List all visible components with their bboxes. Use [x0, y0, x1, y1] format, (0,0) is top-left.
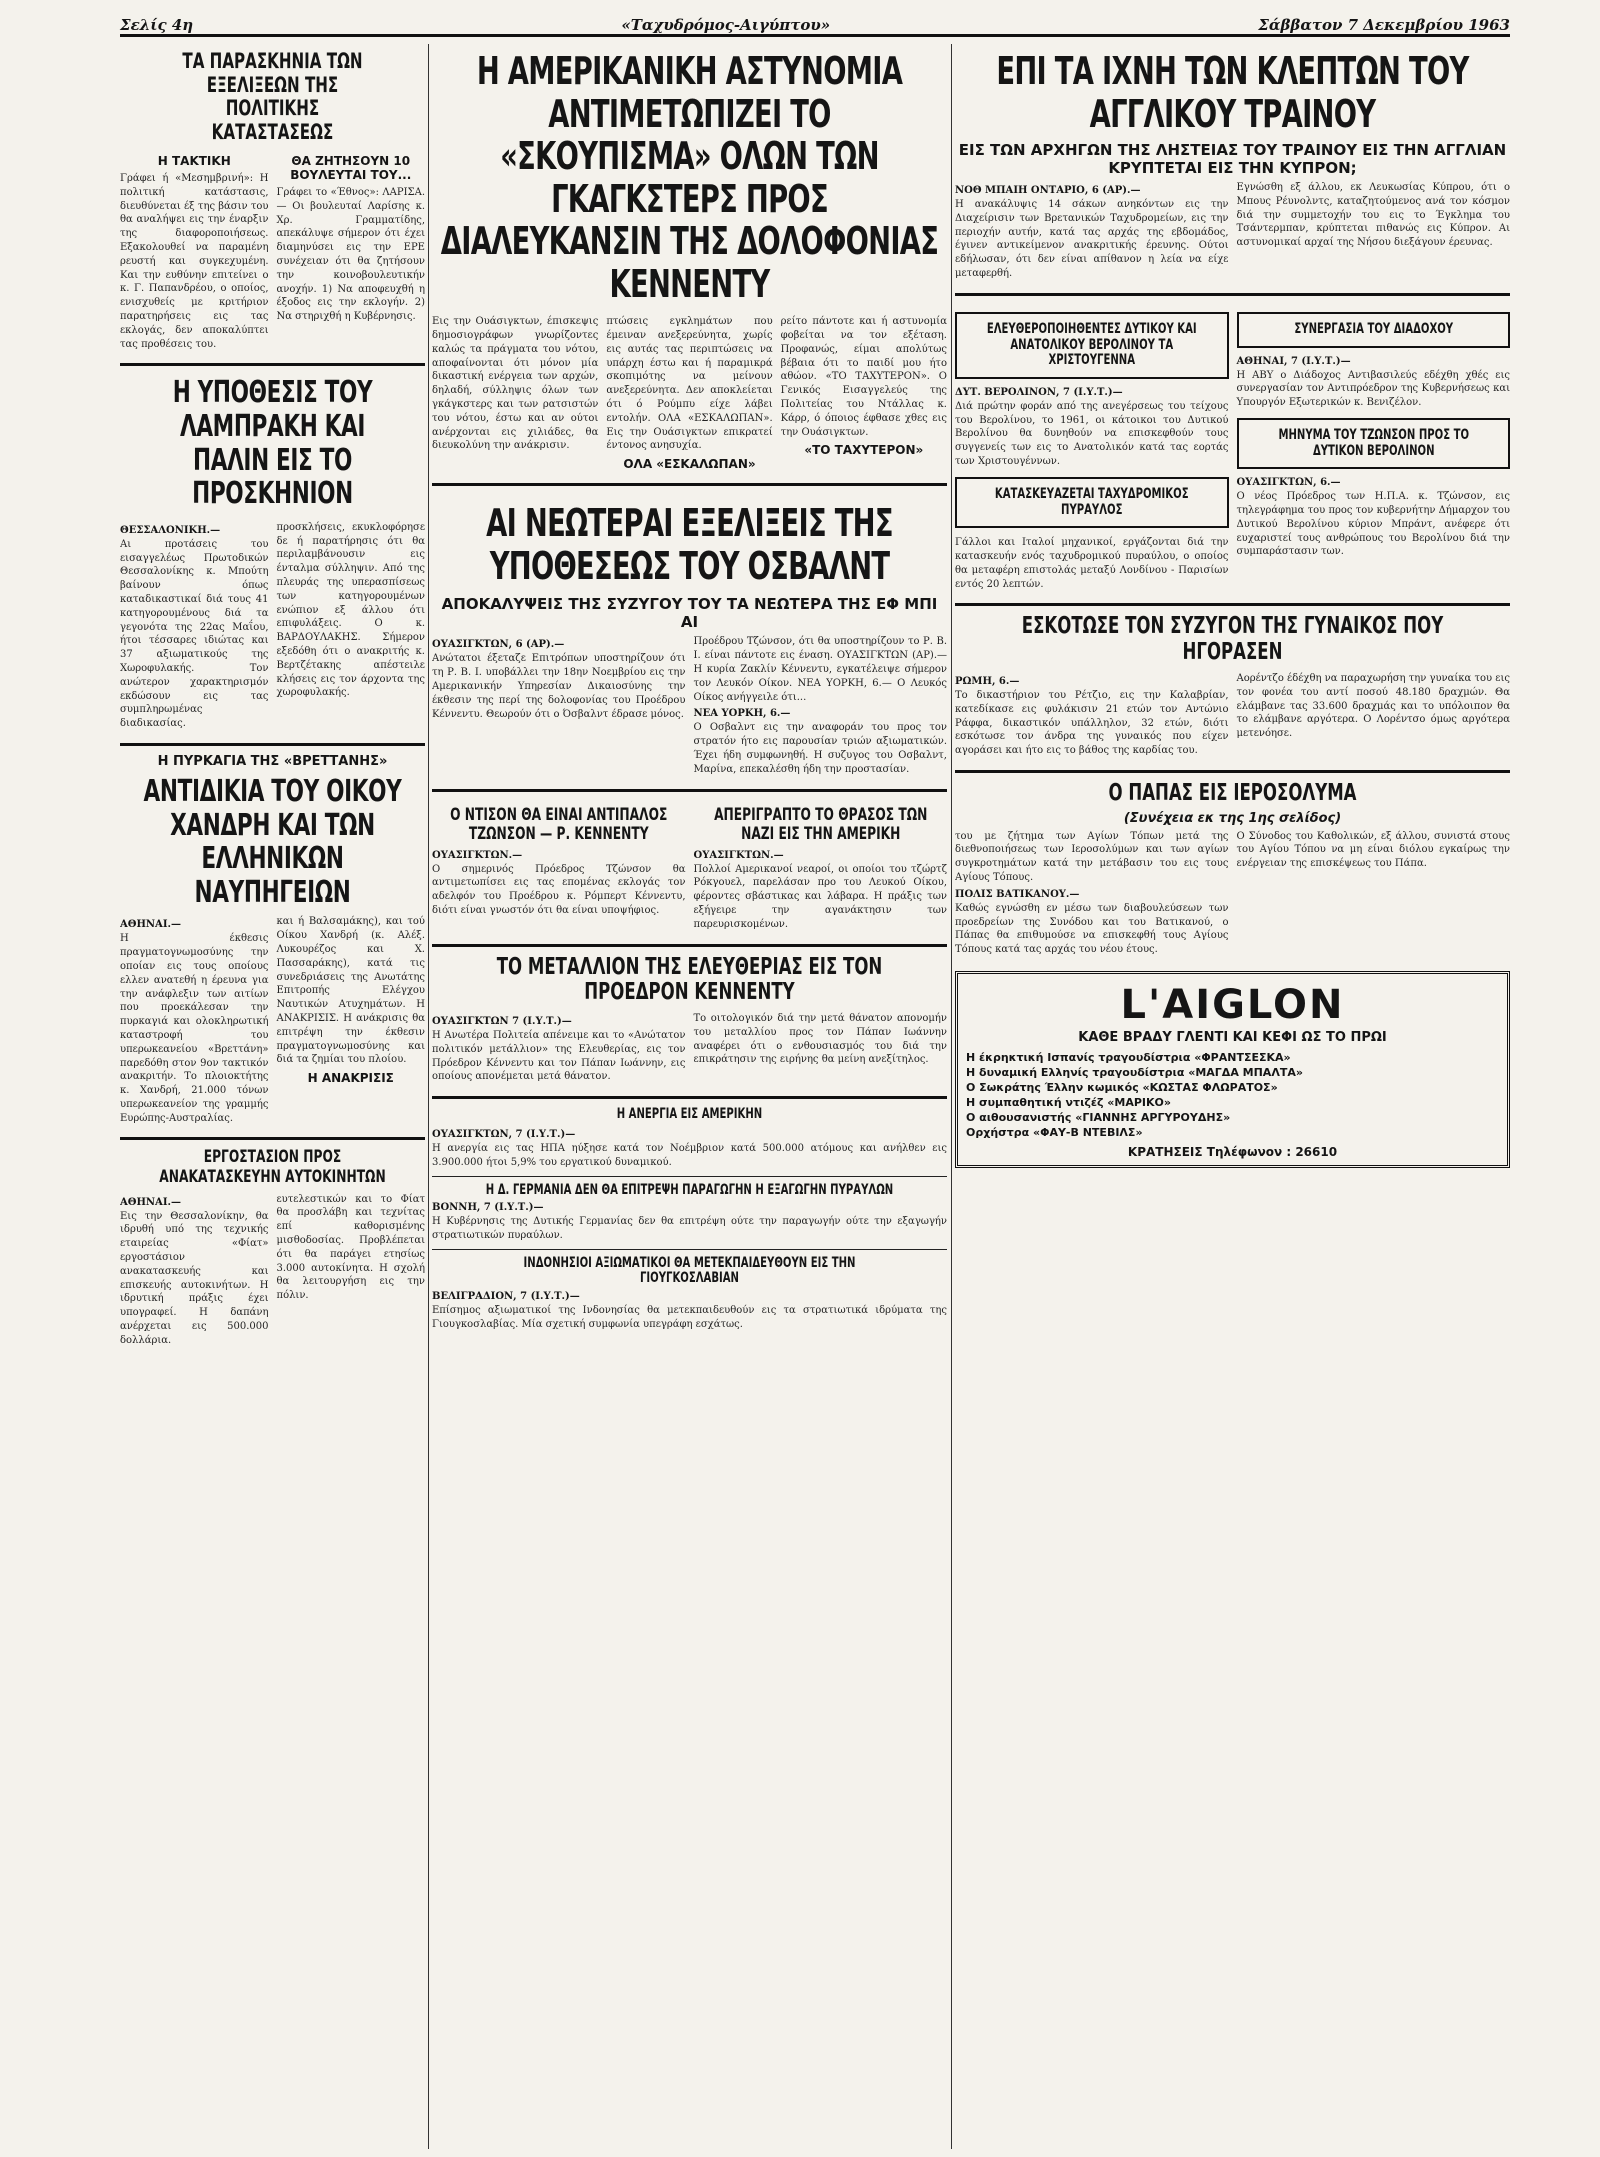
body-text: Γράφει το «Έθνος»: ΛΑΡΙΣΑ. — Οι βουλευταί Λαρίσης κ. Χρ. Γραμματίδης, απεκάλυψε σήμερον ότι έχει διαμηνύσει εις την ΕΡΕ συνέχειαν ότι θα ζητήσουν την κοινοβουλευτικήν ανοχήν. 1) Να αποφευχθή η έξοδος εις την εκλογήν. 2) Να στηριχθή η Κυβέρνησις.	[276, 187, 425, 323]
right-column	[955, 44, 1510, 2149]
dateline: ΘΕΣΣΑΛΟΝΙΚΗ.—	[120, 524, 221, 536]
dateline: ΟΥΑΣΙΓΚΤΩΝ, 7 (Ι.Υ.Τ.)—	[432, 1128, 576, 1140]
body-text: Ο Οσβαλντ εις την αναφοράν του προς τον στρατόν ήτο εις παρουσίαν τριών αξιωματικών. Έχει ήδη συμφωνηθή. Η συζυγος του Οσβαλντ, Μαρίνα, επεκαλέσθη ήδη την προστασίαν.	[693, 722, 947, 775]
dateline: ΑΘΗΝΑΙ, 7 (Ι.Υ.Τ.)—	[1236, 355, 1351, 367]
body-text: Ο Σύνοδος του Καθολικών, εξ άλλου, συνιστά στους του Αγίου Τόπου να μη είναι διόλου εγκαίρως την ενέργειαν της επισκέψεως του Πάπα.	[1236, 830, 1510, 870]
subheadline: ΕΙΣ ΤΩΝ ΑΡΧΗΓΩΝ ΤΗΣ ΛΗΣΤΕΙΑΣ ΤΟΥ ΤΡΑΙΝΟΥ ΕΙΣ ΤΗΝ ΑΓΓΛΙΑΝ ΚΡΥΠΤΕΤΑΙ ΕΙΣ ΤΗΝ ΚΥΠΡΟΝ;	[958, 141, 1507, 178]
headline: ΣΥΝΕΡΓΑΣΙΑ ΤΟΥ ΔΙΑΔΟΧΟΥ	[1293, 320, 1453, 337]
article-berlin-christmas	[955, 312, 1229, 379]
divider	[432, 789, 947, 792]
dateline: ΟΥΑΣΙΓΚΤΩΝ 7 (Ι.Υ.Τ.)—	[432, 1016, 572, 1028]
dateline: ΡΩΜΗ, 6.—	[955, 675, 1020, 687]
article-car-factory	[120, 1148, 425, 1351]
kicker: Η ΠΥΡΚΑΓΙΑ ΤΗΣ «ΒΡΕΤΤΑΝΗΣ»	[157, 753, 388, 769]
dateline: ΟΥΑΣΙΓΚΤΩΝ, 6.—	[1236, 477, 1341, 489]
newspaper-name: «Ταχυδρόμος-Αιγύπτου»	[621, 16, 831, 34]
body-text: Η έκθεσις πραγματογνωμοσύνης την οποίαν εις τους οποίους ελλεν ανατεθή η έρευνα για την ανάφλεξιν των αιτίων που προεκάλεσαν την πυρκαγιά και ολοκληρωτική καταστροφή του υπερωκεανείου «Βρεττάνη» παρεδόθη στον 9ον τακτικόν ανακριτήν. Το πλοιοκτήτης κ. Χανδρή, 21.000 τόνων υπερωκεανείον της γραμμής Ευρώπης-Αυστραλίας.	[120, 933, 269, 1124]
issue-date: Σάββατον 7 Δεκεμβρίου 1963	[1258, 16, 1510, 34]
article-freedom-medal	[432, 955, 947, 1089]
ad-title: L'AIGLON	[1120, 982, 1345, 1029]
article-postal-rocket	[955, 477, 1229, 528]
headline: Η Δ. ΓΕΡΜΑΝΙΑ ΔΕΝ ΘΑ ΕΠΙΤΡΕΨΗ ΠΑΡΑΓΩΓΗΝ Η ΕΞΑΓΩΓΗΝ ΠΥΡΑΥΛΩΝ	[485, 1181, 894, 1198]
body-text: Το οιτολογικόν διά την μετά θάνατον απονομήν του μεταλλίου προς τον Πάπαν Ιωάννην αναφέρει ότι ο ενθουσιασμός του διά την επικράτησιν της ειρήνης θα μείνη ανεξίτηλος.	[693, 1013, 947, 1066]
column-rule	[951, 44, 952, 2149]
article-lambrakis	[120, 376, 425, 735]
dateline: ΠΟΛΙΣ ΒΑΤΙΚΑΝΟΥ.—	[955, 888, 1080, 900]
ad-line: Ο Σωκράτης Έλλην κωμικός «ΚΩΣΤΑΣ ΦΛΩΡΑΤΟΣ»	[966, 1081, 1278, 1095]
article-pope-jerusalem	[955, 781, 1510, 961]
article-nazi-boldness	[694, 800, 948, 936]
divider	[120, 1137, 425, 1140]
body-text: ρείτο πάντοτε και ή αστυνομία φοβείται να τον εξέταση. Προφανώς, είμαι απολύτως βέβαια ότι το παιδί μου ήτο αθώον. «ΤΟ ΤΑΧΥΤΕΡΟΝ». Ο Γενικός Εισαγγελεύς της Πολιτείας του Ντάλλας κ. Κάρρ, ό όποιος έφθασε χθες εις την Ουάσιγκτων.	[780, 316, 947, 438]
headline: ΑΠΕΡΙΓΡΑΠΤΟ ΤΟ ΘΡΑΣΟΣ ΤΩΝ ΝΑΖΙ ΕΙΣ ΤΗΝ ΑΜΕΡΙΚΗ	[713, 804, 927, 844]
divider	[120, 363, 425, 366]
subheadline: ΘΑ ΖΗΤΗΣΟΥΝ 10 ΒΟΥΛΕΥΤΑΙ ΤΟΥ...	[290, 154, 412, 183]
divider	[432, 1176, 947, 1177]
divider	[432, 483, 947, 486]
article-johnson-message	[1237, 418, 1511, 469]
headline: Η ΑΜΕΡΙΚΑΝΙΚΗ ΑΣΤΥΝΟΜΙΑ ΑΝΤΙΜΕΤΩΠΙΖΕΙ ΤΟ «ΣΚΟΥΠΙΣΜΑ» ΟΛΩΝ ΤΩΝ ΓΚΑΓΚΣΤΕΡΣ ΠΡΟΣ ΔΙΑΛΕΥΚΑΝΣΙΝ ΤΗΣ ΔΟΛΟΦΟΝΙΑΣ ΚΕΝΝΕΝΤΥ	[440, 49, 939, 306]
divider	[432, 944, 947, 947]
body-text: Διά πρώτην φοράν από της ανεγέρσεως του τείχους του Βερολίνου, το 1961, οι κάτοικοι του Δυτικού Βερολίνου θα δυνηθούν να επισκεφθούν τους συγγενείς των εις το Ανατολικόν κατά τας εορτάς των Χριστουγέννων.	[955, 400, 1229, 468]
body-text: Καθώς εγνώσθη εν μέσω των διαβουλεύσεων των προεδρείων της Συνόδου και του Βατικανού, ο Πάπας θα επιθυμούσε να επισκεφθή τους Αγίους Τόπους κατά τας αρχάς του νέου έτους.	[955, 902, 1229, 956]
dateline: ΑΘΗΝΑΙ.—	[120, 919, 181, 931]
headline: ΕΣΚΟΤΩΣΕ ΤΟΝ ΣΥΖΥΓΟΝ ΤΗΣ ΓΥΝΑΙΚΟΣ ΠΟΥ ΗΓΟΡΑΣΕΝ	[1021, 613, 1444, 666]
article-train-robbers	[955, 50, 1510, 285]
body-text: Πολλοί Αμερικανοί νεαροί, οι οποίοι του τζώρτζ Ρόκγουελ, παρελάσαν προ του Λευκού Οίκου, φέροντες σβάστικας και λάβαρα. Η πράξις των εξήγειρε την αγανάκτησιν των παρευρισκομένων.	[693, 863, 947, 930]
subheadline: ΟΛΑ «ΕΣΚΑΛΩΠΑΝ»	[623, 457, 756, 472]
continuation-note: (Συνέχεια εκ της 1ης σελίδος)	[1123, 810, 1342, 826]
column-rule	[428, 44, 429, 2149]
headline: ΑΝΤΙΔΙΚΙΑ ΤΟΥ ΟΙΚΟΥ ΧΑΝΔΡΗ ΚΑΙ ΤΩΝ ΕΛΛΗΝΙΚΩΝ ΝΑΥΠΗΓΕΙΩΝ	[143, 773, 402, 910]
headline: Ο ΝΤΙΣΟΝ ΘΑ ΕΙΝΑΙ ΑΝΤΙΠΑΛΟΣ ΤΖΩΝΣΟΝ — Ρ. ΚΕΝΝΕΝΤΥ	[450, 804, 668, 844]
article-american-police	[432, 50, 947, 475]
divider	[955, 603, 1510, 606]
dateline: ΝΟΘ ΜΠΑΙΗ ΟΝΤΑΡΙΟ, 6 (ΑΡ).—	[955, 185, 1141, 197]
headline: ΑΙ ΝΕΩΤΕΡΑΙ ΕΞΕΛΙΞΕΙΣ ΤΗΣ ΥΠΟΘΕΣΕΩΣ ΤΟΥ ΟΣΒΑΛΝΤ	[486, 501, 893, 588]
headline: Η ΥΠΟΘΕΣΙΣ ΤΟΥ ΛΑΜΠΡΑΚΗ ΚΑΙ ΠΑΛΙΝ ΕΙΣ ΤΟ ΠΡΟΣΚΗΝΙΟΝ	[172, 375, 373, 512]
ad-line: Η συμπαθητική ντιζέζ «ΜΑΡΙΚΟ»	[966, 1096, 1172, 1110]
ad-line: Ο αιθουσανιστής «ΓΙΑΝΝΗΣ ΑΡΓΥΡΟΥΔΗΣ»	[966, 1111, 1231, 1125]
headline: Η ΑΝΕΡΓΙΑ ΕΙΣ ΑΜΕΡΙΚΗΝ	[616, 1106, 763, 1123]
divider	[955, 770, 1510, 773]
body-text: Το δικαστήριον του Ρέτζιο, εις την Καλαβρίαν, κατεδίκασε εις φυλάκισιν 21 ετών τον Αντώνιο Ράφφα, δικαστικόν υπάλληλον, 32 ετών, διότι εσκότωσε τον άνδρα της γυναικός που είχεν αγοράσει και ήτο εις το βάθος της καρδίας του.	[955, 689, 1229, 757]
body-text: προσκλήσεις, εκυκλοφόρησε δε ή παρατήρησις ότι θα περιλαμβάνουσιν εις ένταλμα σύλληψιν. Από της πλευράς της υπερασπίσεως των κατηγορουμένων ενώπιον εξ άλλου ότι επιφυλάξεις. Ο κ. ΒΑΡΔΟΥΛΑΚΗΣ. Σήμερον εξεδόθη ότι ο ανακριτής κ. Βερτζέτακης απέστειλε κλήσεις εις τον άρχοντα της χωροφυλακής.	[276, 521, 425, 699]
lower-center-articles	[432, 800, 947, 936]
center-column	[432, 44, 947, 2149]
body-text: Προέδρου Τζώνσον, ότι θα υποστηρίζουν το Ρ. Β. Ι. είναι πάντοτε εις έναση. ΟΥΑΣΙΓΚΤΩΝ (ΑΡ).— Η κυρία Ζακλίν Κέννεντυ, εγκατέλειψε σήμερον τον Λευκόν Οίκον. ΝΕΑ ΥΟΡΚΗ, 6.— Ο Λευκός Οίκος ανήγγειλε ότι...	[693, 636, 947, 703]
divider	[120, 743, 425, 746]
article-unemployment	[432, 1107, 947, 1169]
article-political-backstage	[120, 50, 425, 355]
dateline: ΝΕΑ ΥΟΡΚΗ, 6.—	[693, 708, 791, 720]
article-indonesian-officers	[432, 1256, 947, 1332]
masthead	[120, 8, 1510, 37]
advertisement-laiglon	[955, 971, 1510, 1168]
dateline: ΟΥΑΣΙΓΚΤΩΝ.—	[432, 849, 523, 861]
body-text: Η ανακάλυψις 14 σάκων ανηκόντων εις την Διαχείρισιν των Βρετανικών Ταχυδρομείων, εις την περιοχήν αυτήν, κατά τας αρχάς της εβδομάδος, έγινεν αντικείμενον ανακριτικής έρευνης. Ούτοι εδήλωσαν, ότι δεν είναι απίθανον η λεία να είχε μεταφερθή.	[955, 199, 1229, 280]
body-text: Ανώτατοι έξεταζε Επιτρόπων υποστηρίζουν ότι τη Ρ. Β. Ι. υποβάλλει την 18ην Νοεμβρίου εις την Αμερικανικήν Υπηρεσίαν Δικαιοσύνης την έκθεσιν της περί της δολοφονίας του Προέδρου Κέννεντυ. Θεωρούν ότι ο Όσβαλντ έδρασε μόνος.	[432, 653, 686, 720]
subheadline: Η ΑΝΑΚΡΙΣΙΣ	[307, 1071, 394, 1086]
body-text: Εις την Θεσσαλονίκην, θα ιδρυθή υπό της τεχνικής εταιρείας «Φίατ» εργοστάσιον ανακατασκευής και επισκευής αυτοκινήτων. Η ιδρυτική πράξις έχει υπογραφεί. Η δαπάνη ανέρχεται εις 500.000 δολλάρια.	[120, 1210, 269, 1346]
body-text: ευτελεστικών και το Φίατ θα προσλάβη και τεχνίτας επί καθορισμένης μισθοδοσίας. Προβλέπεται ότι θα παράγει ετησίως 3.000 αυτοκίνητα. Η σχολή θα λειτουργήση εις την πόλιν.	[276, 1193, 425, 1302]
body-text: Αι προτάσεις του εισαγγελέως Πρωτοδικών Θεσσαλονίκης κ. Μπούτη βαίνουν όπως καταδικαστικαί διά τους 41 κατηγορουμένους διά τα γεγονότα της 22ας Μαΐου, ήτοι τέσσαρες ιδιώτας και 37 αξιωματικούς της Χωροφυλακής. Τον ανώτερον χαρακτηρισμόν εκδώσουν εις τας συμπληρωμένας διαδικασίας.	[120, 538, 269, 730]
divider	[432, 1096, 947, 1099]
ad-line: Ορχήστρα «ΦΑΥ-Β ΝΤΕΒΙΛΣ»	[966, 1126, 1143, 1140]
body-text: και ή Βαλσαμάκης), και τού Οίκου Χανδρή (κ. Αλέξ. Λυκουρέζος και Χ. Πασσαράκης), κατά τις συνεδριάσεις της Ανωτάτης Επιτροπής Ελέγχου Ναυτικών Ατυχημάτων. Η ΑΝΑΚΡΙΣΙΣ. Η ανάκρισις θα επιτρέψη την έκθεσιν πραγματογνωμοσύνης και διά τα ζημίαι του πλοίου.	[276, 916, 425, 1066]
headline: ΚΑΤΑΣΚΕΥΑΖΕΤΑΙ ΤΑΧΥΔΡΟΜΙΚΟΣ ΠΥΡΑΥΛΟΣ	[994, 485, 1189, 518]
headline: ΕΠΙ ΤΑ ΙΧΝΗ ΤΩΝ ΚΛΕΠΤΩΝ ΤΟΥ ΑΓΓΛΙΚΟΥ ΤΡΑΙΝΟΥ	[996, 49, 1469, 136]
subheadline: «ΤΟ ΤΑΧΥΤΕΡΟΝ»	[804, 443, 924, 458]
body-text: Εις την Ουάσιγκτων, έπισκεψις δημοσιογράφων γνωρίζοντες καλώς τα πράγματα του νότου, αποφαίνονται ότι μόνον μία δικαστική ενέργεια των αρχών, δηλαδή, σύλληψις όλων των γκάγκστερς και των ρατσιστών του νότου, έστω και αν ούτοι ανέρχονται εις χιλιάδες, θα διευκολύνη την ανάκρισιν.	[432, 316, 599, 452]
body-text: Γάλλοι και Ιταλοί μηχανικοί, εργάζονται διά την κατασκευήν ενός ταχυδρομικού πυραύλου, ο οποίος θα μεταφέρη επιστολάς μεταξύ Λονδίνου - Παρισίων εντός 20 λεπτών.	[955, 537, 1229, 590]
headline: ΤΟ ΜΕΤΑΛΛΙΟΝ ΤΗΣ ΕΛΕΥΘΕΡΙΑΣ ΕΙΣ ΤΟΝ ΠΡΟΕΔΡΟΝ ΚΕΝΝΕΝΤΥ	[496, 953, 883, 1006]
body-text: Γράφει ή «Μεσημβρινή»: Η πολιτική κατάστασις, διευθύνεται έξ της βάσιν του θα αναλήψει εις την έναρξιν της διαφοροποιήσεως. Εξακολουθεί να παραμένη ρευστή και συγκεχυμένη. Και την ευθύνην επιτείνει ο κ. Γ. Παπανδρέου, ο οποίος, ενισχυθείς με κριτήριον παρατηρήσεις εις τας εκλογάς, δεν αποκαλύπτει τας προθέσεις του.	[120, 173, 269, 350]
dateline: ΔΥΤ. ΒΕΡΟΛΙΝΟΝ, 7 (Ι.Υ.Τ.)—	[955, 386, 1123, 398]
headline: ΙΝΔΟΝΗΣΙΟΙ ΑΞΙΩΜΑΤΙΚΟΙ ΘΑ ΜΕΤΕΚΠΑΙΔΕΥΘΟΥΝ ΕΙΣ ΤΗΝ ΓΙΟΥΓΚΟΣΛΑΒΙΑΝ	[523, 1254, 856, 1287]
body-text: Ο νέος Πρόεδρος των Η.Π.Α. κ. Τζώνσον, εις τηλεγράφημα του προς τον κυβερνήτην Δήμαρχον του Δυτικού Βερολίνου κύριον Μπράντ, ανέφερε ότι ευχαριστεί τους ανθρώπους του Βερολίνου διά την συμπαράστασιν των.	[1236, 491, 1510, 558]
subheadline: ΑΠΟΚΑΛΥΨΕΙΣ ΤΗΣ ΣΥΖΥΓΟΥ ΤΟΥ ΤΑ ΝΕΩΤΕΡΑ ΤΗΣ ΕΦ ΜΠΙ ΑΙ	[441, 595, 938, 632]
article-killed-husband	[955, 614, 1510, 761]
body-text: Ο σημερινός Πρόεδρος Τζώνσον θα αντιμετωπίσει εις τας επομένας εκλογάς τον αδελφόν του Προέδρου κ. Ρόμπερτ Κέννεντυ, διότι είναι γνωστόν ότι θα είναι υποψήφιος.	[432, 863, 686, 916]
article-dixon-kennedy	[432, 800, 686, 936]
body-text: Η ανεργία εις τας ΗΠΑ ηύξησε κατά τον Νοέμβριον κατά 500.000 ατόμους και ανήλθεν εις 3.900.000 ήτοι 5,9% του εργατικού δυναμικού.	[432, 1142, 947, 1168]
article-britannis-fire	[120, 754, 425, 1130]
dateline: ΒΕΛΙΓΡΑΔΙΟΝ, 7 (Ι.Υ.Τ.)—	[432, 1291, 580, 1303]
divider	[955, 293, 1510, 296]
ad-line: Η δυναμική Ελληνίς τραγουδίστρια «ΜΑΓΔΑ ΜΠΑΛΤΑ»	[966, 1066, 1303, 1080]
ad-line: Η έκρηκτική Ισπανίς τραγουδίστρια «ΦΡΑΝΤΣΕΣΚΑ»	[966, 1051, 1291, 1065]
headline: Ο ΠΑΠΑΣ ΕΙΣ ΙΕΡΟΣΟΛΥΜΑ	[1108, 779, 1357, 806]
body-text: Η Ανωτέρα Πολιτεία απένειμε και το «Ανώτατον πολιτικόν μετάλλιον» της Ελευθερίας, εις τον Πρόεδρον Κέννεντυ και τον Πάπαν Ιωάννην, εις οποίους απονέμεται μετά θάνατον.	[432, 1030, 686, 1083]
dateline: ΟΥΑΣΙΓΚΤΩΝ.—	[693, 849, 784, 861]
dateline: ΟΥΑΣΙΓΚΤΩΝ, 6 (ΑΡ).—	[432, 639, 565, 651]
headline: ΤΑ ΠΑΡΑΣΚΗΝΙΑ ΤΩΝ ΕΞΕΛΙΞΕΩΝ ΤΗΣ ΠΟΛΙΤΙΚΗΣ ΚΑΤΑΣΤΑΣΕΩΣ	[182, 49, 363, 144]
subheadline: Η ΤΑΚΤΙΚΗ	[157, 154, 231, 169]
headline: ΕΛΕΥΘΕΡΟΠΟΙΗΘΕΝΤΕΣ ΔΥΤΙΚΟΥ ΚΑΙ ΑΝΑΤΟΛΙΚΟΥ ΒΕΡΟΛΙΝΟΥ ΤΑ ΧΡΙΣΤΟΥΓΕΝΝΑ	[986, 320, 1197, 369]
body-text: Εγνώσθη εξ άλλου, εκ Λευκωσίας Κύπρου, ότι ο Μπους Ρέυνολντς, καταζητούμενος ανά τον κόσμον διά την συμμετοχήν του εις το Έγκλημα του Τσάντερμπαν, κρύπτεται πιθανώς εις Κύπρον. Αι αστυνομικαί αρχαί της Νήσου διεξάγουν έρευνας.	[1236, 182, 1510, 249]
page-number: Σελίς 4η	[120, 16, 194, 34]
body-text: Η ΑΒΥ ο Διάδοχος Αντιβασιλεύς εδέχθη χθές εις συνεργασίαν τον Αντιπρόεδρον της Κυβερνήσεως και Υπουργόν Εξωτερικών κ. Βενιζέλον.	[1236, 369, 1510, 409]
body-text: πτώσεις εγκλημάτων που έμειναν ανεξερεύνητα, χωρίς εις αυτάς τας περιπτώσεις να υπάρχη έστω και ή παραμικρά σκοπιμότης να μείνουν ανεξερεύνητα. Δεν αποκλείεται ότι ό Ρούμπυ είχε λάβει εντολήν. ΟΛΑ «ΕΣΚΑΛΩΠΑΝ». Εις την Ουάσιγκτων επικρατεί έντονος ανησυχία.	[606, 316, 773, 452]
dateline: ΑΘΗΝΑΙ.—	[120, 1196, 181, 1208]
lower-right-briefs	[432, 1107, 947, 1331]
headline: ΜΗΝΥΜΑ ΤΟΥ ΤΖΩΝΣΟΝ ΠΡΟΣ ΤΟ ΔΥΤΙΚΟΝ ΒΕΡΟΛΙΝΟΝ	[1277, 426, 1469, 459]
body-text: Επίσημος αξιωματικοί της Ινδονησίας θα μετεκπαιδευθούν εις τα στρατιωτικά ιδρύματα της Γιουγκοσλαβίας. Μία σχετική συμφωνία υπεγράφη εσχάτως.	[432, 1305, 947, 1330]
ad-phone: ΚΡΑΤΗΣΕΙΣ Τηλέφωνον : 26610	[1127, 1145, 1338, 1160]
article-oswald	[432, 494, 947, 780]
article-germany-rockets	[432, 1183, 947, 1243]
left-column	[120, 44, 425, 2149]
body-text: του με ζήτημα των Αγίων Τόπων μετά της διεθνοποιήσεως των Ιεροσολύμων και των αγίων συγκροτημάτων κατά την μετάβασιν του εις τους Αγίους Τόπους.	[955, 830, 1229, 884]
headline: ΕΡΓΟΣΤΑΣΙΟΝ ΠΡΟΣ ΑΝΑΚΑΤΑΣΚΕΥΗΝ ΑΥΤΟΚΙΝΗΤΩΝ	[159, 1147, 386, 1187]
ad-tagline: ΚΑΘΕ ΒΡΑΔΥ ΓΛΕΝΤΙ ΚΑΙ ΚΕΦΙ ΩΣ ΤΟ ΠΡΩΙ	[1078, 1030, 1387, 1046]
body-text: Αορέντζο έδέχθη να παραχωρήση την γυναίκα του εις τον φονέα του αντί ποσού 48.180 δραχμών. Θα ελάμβανε τας 33.600 δραχμάς και το υπόλοιπον θα το ελάμβανε αργότερα. Ο Λορέντσο όμως αργότερα μετενόησε.	[1236, 672, 1510, 740]
right-middle-articles	[955, 304, 1510, 596]
article-crown-prince	[1237, 312, 1511, 348]
body-text: Η Κυβέρνησις της Δυτικής Γερμανίας δεν θα επιτρέψη ούτε την παραγωγήν ούτε την εξαγωγήν στρατιωτικών πυραύλων.	[432, 1216, 947, 1241]
dateline: ΒΟΝΝΗ, 7 (Ι.Υ.Τ.)—	[432, 1202, 544, 1214]
divider	[432, 1249, 947, 1250]
